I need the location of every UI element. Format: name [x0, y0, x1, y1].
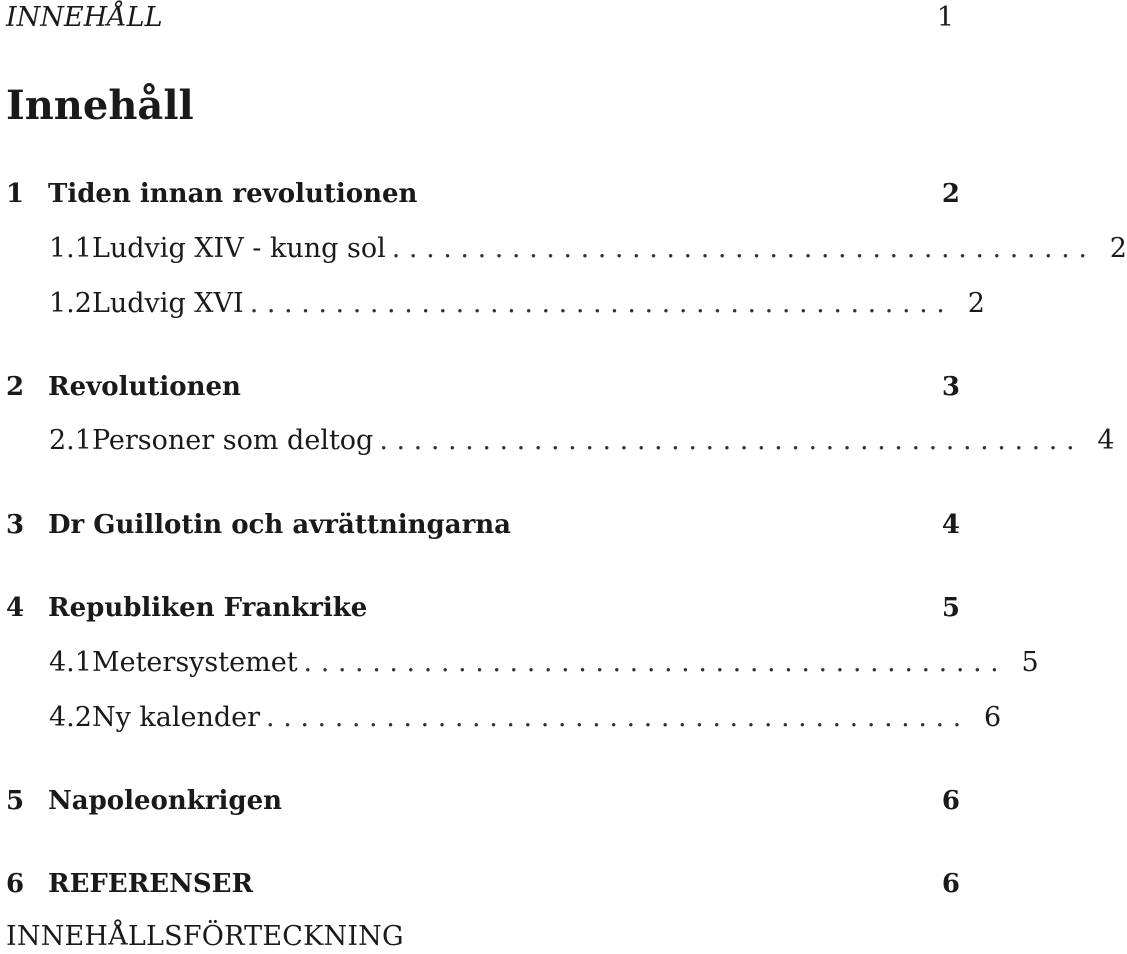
toc-entry-title: Revolutionen — [48, 372, 241, 402]
toc-entry-number: 4.1 — [49, 647, 92, 678]
toc-entry-number: 1 — [6, 179, 25, 209]
toc-entry-title: Personer som deltog — [91, 425, 374, 456]
toc-entry-number: 1.2 — [49, 288, 92, 319]
dot-leader: . . . . . . . . . . . . . . . . . . . . . . . . . . . . . . . . . . . . . . . . . — [303, 647, 999, 678]
toc-entry-number: 5 — [6, 786, 25, 816]
toc-section-1[interactable] — [6, 174, 960, 214]
toc-entry-title: Republiken Frankrike — [48, 593, 368, 623]
toc-entry-number: 4.2 — [49, 702, 92, 733]
toc-entry-title: Tiden innan revolutionen — [48, 179, 418, 209]
toc-entry-number: 3 — [6, 510, 25, 540]
toc-entry-page: 5 — [1021, 647, 1039, 678]
toc-entry-title: REFERENSER — [48, 869, 254, 899]
toc-entry-number: 6 — [6, 869, 25, 899]
toc-entry-title: Napoleonkrigen — [48, 786, 283, 816]
toc-subsection-2-1[interactable] — [49, 421, 1115, 461]
toc-entry-number: 2 — [6, 372, 25, 402]
toc-section-5[interactable] — [6, 781, 960, 821]
toc-section-2[interactable] — [6, 367, 960, 407]
toc-subsection-4-2[interactable] — [49, 698, 1002, 738]
toc-entry-page: 2 — [967, 288, 985, 319]
toc-entry-page: 4 — [941, 510, 960, 540]
toc-entry-page: 2 — [1109, 233, 1127, 264]
page-number: 1 — [936, 2, 954, 33]
toc-section-4[interactable] — [6, 588, 960, 628]
toc-entry-number: 2.1 — [49, 425, 92, 456]
toc-subsection-1-1[interactable] — [49, 229, 1127, 269]
toc-entry-title: Ny kalender — [91, 702, 261, 733]
toc-entry-title: Ludvig XIV - kung sol — [91, 233, 386, 264]
toc-section-3[interactable] — [6, 505, 960, 545]
toc-entry-page: 6 — [984, 702, 1002, 733]
toc-section-6[interactable] — [6, 864, 960, 904]
running-header-title: INNEHÅLL — [6, 2, 163, 33]
toc-entry-page: 4 — [1097, 425, 1115, 456]
toc-subsection-4-1[interactable] — [49, 643, 1039, 683]
dot-leader: . . . . . . . . . . . . . . . . . . . . . . . . . . . . . . . . . . . . . . . . . — [379, 425, 1075, 456]
toc-entry-page: 6 — [941, 786, 960, 816]
toc-subsection-1-2[interactable] — [49, 284, 985, 324]
footer-label: INNEHÅLLSFÖRTECKNING — [6, 921, 404, 952]
toc-entry-title: Ludvig XVI — [91, 288, 244, 319]
toc-entry-title: Dr Guillotin och avrättningarna — [48, 510, 512, 540]
toc-entry-page: 5 — [941, 593, 960, 623]
toc-entry-page: 3 — [941, 372, 960, 402]
toc-entry-number: 1.1 — [49, 233, 92, 264]
toc-entry-title: Metersystemet — [91, 647, 298, 678]
toc-entry-page: 2 — [941, 179, 960, 209]
dot-leader: . . . . . . . . . . . . . . . . . . . . . . . . . . . . . . . . . . . . . . . . . — [391, 233, 1087, 264]
toc-heading: Innehåll — [6, 82, 194, 129]
dot-leader: . . . . . . . . . . . . . . . . . . . . . . . . . . . . . . . . . . . . . . . . . — [266, 702, 962, 733]
toc-entry-page: 6 — [941, 869, 960, 899]
dot-leader: . . . . . . . . . . . . . . . . . . . . . . . . . . . . . . . . . . . . . . . . . — [249, 288, 945, 319]
toc-entry-number: 4 — [6, 593, 25, 623]
